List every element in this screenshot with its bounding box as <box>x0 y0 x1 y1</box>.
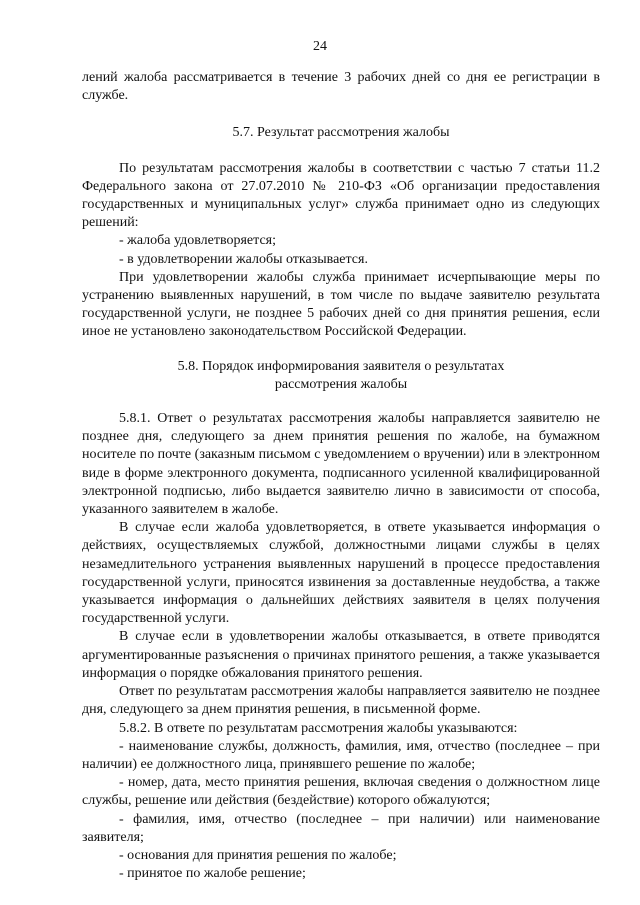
paragraph: При удовлетворении жалобы служба принимает исчерпывающие меры по устранению выявленных нарушений, в том числе по выдаче заявителю результата государственной услуги, не позднее 5 рабочих дней со дня принятия решения, если иное не установлено законодательством Российской Федерации. <box>82 269 600 340</box>
list-item: - основания для принятия решения по жалобе; <box>119 847 397 863</box>
paragraph: 5.8.1. Ответ о результатах рассмотрения жалобы направляется заявителю не позднее дня, следующего за днем принятия решения по жалобе, на бумажном носителе по почте (заказным письмом с уведомлением о вручении) или в электронном виде в форме электронного документа, подписанного усиленной квалифицированной электронной подписью, либо выдается заявителю лично в зависимости от способа, указанного заявителем в жалобе. <box>82 411 600 518</box>
paragraph: По результатам рассмотрения жалобы в соответствии с частью 7 статьи 11.2 Федерального закона от 27.07.2010 № 210-ФЗ «Об организации предоставления государственных и муниципальных услуг» служба принимает одно из следующих решений: <box>82 160 600 231</box>
section-heading-5-7: 5.7. Результат рассмотрения жалобы <box>232 125 450 141</box>
section-heading-5-8-line-2: рассмотрения жалобы <box>274 376 408 392</box>
list-item: - наименование службы, должность, фамилия, имя, отчество (последнее – при наличии) ее должностного лица, принявшего решение по жалобе; <box>82 738 600 772</box>
paragraph: В случае если в удовлетворении жалобы отказывается, в ответе приводятся аргументированные разъяснения о причинах принятого решения, а также указывается информация о порядке обжалования принятого решения. <box>82 629 600 681</box>
paragraph: Ответ по результатам рассмотрения жалобы направляется заявителю не позднее дня, следующего за днем принятия решения, в письменной форме. <box>82 684 600 718</box>
list-item: - фамилия, имя, отчество (последнее – при наличии) или наименование заявителя; <box>82 811 600 845</box>
list-item: - принятое по жалобе решение; <box>119 866 306 882</box>
paragraph: В случае если жалоба удовлетворяется, в ответе указывается информация о действиях, осуществляемых службой, должностными лицами службы в целях незамедлительного устранения выявленных нарушений в процессе предоставления государственной услуги, приносятся извинения за доставленные неудобства, а также указывается информация о дальнейших действиях заявителя в целях получения государственной услуги. <box>82 520 600 627</box>
list-item: - в удовлетворении жалобы отказывается. <box>119 251 368 267</box>
section-heading-5-8 <box>82 358 600 394</box>
intro-paragraph: лений жалоба рассматривается в течение 3 рабочих дней со дня ее регистрации в службе. <box>82 70 600 104</box>
page-number: 24 <box>313 39 327 54</box>
list-item: - жалоба удовлетворяется; <box>119 233 276 249</box>
document-body <box>82 69 600 883</box>
list-item: - номер, дата, место принятия решения, включая сведения о должностном лице службы, решение или действия (бездействие) которого обжалуются; <box>82 775 600 809</box>
paragraph: 5.8.2. В ответе по результатам рассмотрения жалобы указываются: <box>119 720 518 736</box>
section-heading-5-8-line-1: 5.8. Порядок информирования заявителя о результатах <box>177 358 505 374</box>
